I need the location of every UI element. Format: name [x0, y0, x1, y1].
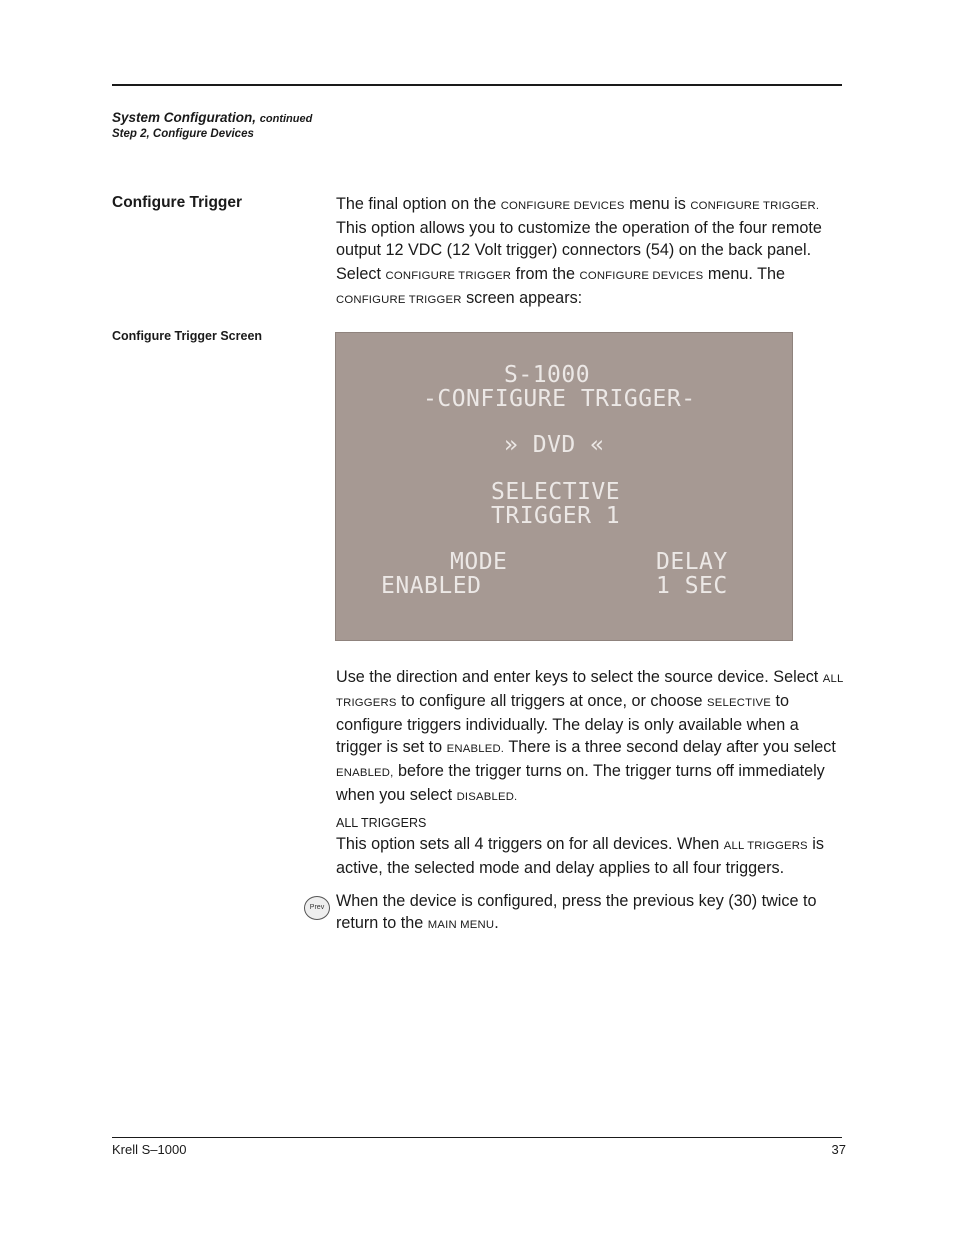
screen-mode-value: ENABLED — [381, 573, 482, 599]
paragraph-select: Select CONFIGURE TRIGGER from the CONFIGURE DEVICES menu. The CONFIGURE TRIGGER screen appears: — [336, 265, 785, 307]
double-arrow-left-icon: « — [590, 432, 605, 458]
all-triggers-heading: ALL TRIGGERS — [336, 816, 427, 830]
screen-title: -CONFIGURE TRIGGER- — [423, 386, 696, 412]
screen-source: DVD — [532, 432, 576, 458]
screen-source-row — [504, 433, 604, 457]
side-heading: Configure Trigger — [112, 194, 243, 211]
header-rule — [112, 84, 842, 86]
paragraph-all-triggers: This option sets all 4 triggers on for all devices. When ALL TRIGGERS is active, the selected mode and delay applies to all four triggers. — [336, 835, 824, 877]
screen-delay-label: DELAY — [656, 549, 728, 575]
paragraph-return: When the device is configured, press the previous key (30) twice to return to the MAIN MENU. — [336, 892, 817, 932]
running-header: System Configuration, continued — [112, 110, 313, 125]
footer-rule — [112, 1137, 842, 1138]
configure-trigger-screen — [335, 332, 793, 641]
screen-mode-label: MODE — [450, 549, 508, 575]
figure-caption: Configure Trigger Screen — [112, 329, 263, 343]
footer-product: Krell S–1000 — [112, 1142, 187, 1157]
screen-delay-value: 1 SEC — [656, 573, 728, 599]
screen-trigger-number: TRIGGER 1 — [491, 503, 621, 529]
screen-model: S-1000 — [504, 362, 591, 388]
double-arrow-right-icon: » — [504, 432, 519, 458]
prev-key-icon: Prev — [304, 896, 330, 920]
running-subheader: Step 2, Configure Devices — [112, 128, 254, 140]
screen-trigger-type: SELECTIVE — [491, 479, 621, 505]
paragraph-intro: The final option on the CONFIGURE DEVICES menu is CONFIGURE TRIGGER. This option allows you to customize the operation of the four remote output 12 VDC (12 Volt trigger) connectors (54) on the back panel. — [336, 195, 822, 259]
paragraph-instructions: Use the direction and enter keys to select the source device. Select ALL TRIGGERS to configure all triggers at once, or choose SELECTIVE to configure triggers individually. The delay is only available when a trigger is set to ENABLED. There is a three second delay after you select ENABLED, before the trigger turns on. The trigger turns off immediately when you select DISABLED. — [336, 668, 844, 804]
page-number: 37 — [831, 1142, 846, 1157]
